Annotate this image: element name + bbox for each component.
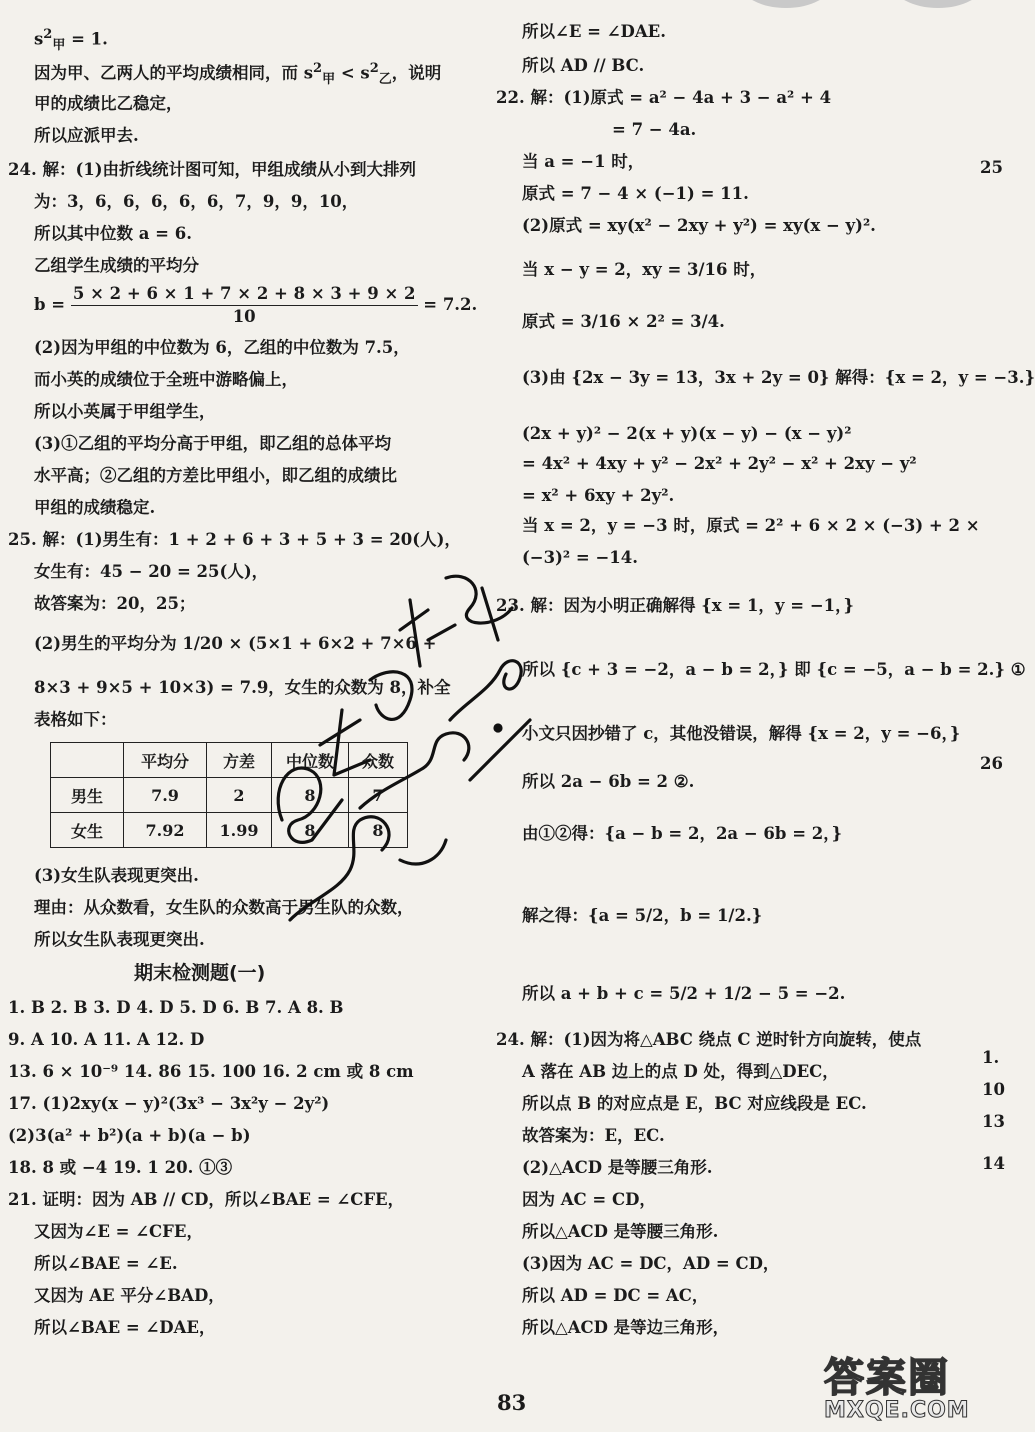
text-line: 原式 = 7 − 4 × (−1) = 11. (522, 184, 749, 203)
text-line: (2)△ACD 是等腰三角形. (522, 1158, 713, 1177)
answer-line: 13. 6 × 10⁻⁹ 14. 86 15. 100 16. 2 cm 或 8 cm (8, 1062, 414, 1081)
text-line: = 7 − 4a. (612, 120, 697, 139)
text-line: 当 x = 2，y = −3 时，原式 = 2² + 6 × 2 × (−3) + 2 × (522, 516, 980, 535)
answer-line: (2)3(a² + b²)(a + b)(a − b) (8, 1126, 251, 1145)
logo-url: MXQE.COM (824, 1398, 970, 1423)
text-line: 解之得：{a = 5/2，b = 1/2.} (522, 906, 763, 925)
answer-line: 又因为 AE 平分∠BAD， (34, 1286, 225, 1305)
problem-24-heading: 24. 解：(1)由折线统计图可知，甲组成绩从小到大排列 (8, 160, 417, 179)
text-line: 因为 AC = CD， (522, 1190, 656, 1209)
text-line: 当 a = −1 时， (522, 152, 645, 171)
text-line: 而小英的成绩位于全班中游略偏上， (34, 370, 298, 389)
text-line: $s^2_甲 = 1$. (34, 27, 108, 53)
text-line: 所以∠E = ∠DAE. (522, 22, 666, 41)
margin-fragment: 1. (982, 1048, 1000, 1067)
top-decoration-shape (740, 0, 832, 8)
text-line: 所以 a + b + c = 5/2 + 1/2 − 5 = −2. (522, 984, 846, 1003)
answer-line: 18. 8 或 −4 19. 1 20. ①③ (8, 1158, 233, 1177)
problem-25-heading: 25. 解：(1)男生有：1 + 2 + 6 + 3 + 5 + 3 = 20(人)， (8, 530, 461, 549)
text-line: (3)①乙组的平均分高于甲组，即乙组的总体平均 (34, 434, 392, 453)
text-line: (3)因为 AC = DC，AD = CD， (522, 1254, 780, 1273)
answer-line: 17. (1)2xy(x − y)²(3x³ − 3x²y − 2y²) (8, 1094, 330, 1113)
text-line: 所以 AD = DC = AC， (522, 1286, 709, 1305)
table-header-cell (51, 743, 124, 778)
text-line: (3)女生队表现更突出. (34, 866, 199, 885)
table-header-cell: 中位数 (272, 743, 349, 778)
text-line: 8×3 + 9×5 + 10×3) = 7.9，女生的众数为 8，补全 (34, 678, 451, 697)
margin-fragment: 25 (980, 158, 1003, 177)
table-cell: 8 (272, 813, 349, 848)
text-line: 小文只因抄错了 c，其他没错误，解得 {x = 2，y = −6，} (522, 724, 961, 743)
margin-fragment: 13 (982, 1112, 1005, 1131)
text-line: (2)原式 = xy(x² − 2xy + y²) = xy(x − y)². (522, 216, 876, 235)
text-line: 所以点 B 的对应点是 E，BC 对应线段是 EC. (522, 1094, 867, 1113)
margin-fragment: 10 (982, 1080, 1005, 1099)
table-cell: 2 (207, 778, 272, 813)
text-line: 所以△ACD 是等腰三角形. (522, 1222, 719, 1241)
text-line: (−3)² = −14. (522, 548, 638, 567)
table-cell: 7 (349, 778, 408, 813)
text-line: = x² + 6xy + 2y². (522, 486, 675, 505)
text-line: 甲组的成绩稳定. (34, 498, 156, 517)
fraction-numerator: 5 × 2 + 6 × 1 + 7 × 2 + 8 × 3 + 9 × 2 (71, 286, 418, 306)
text-line: 水平高；②乙组的方差比甲组小，即乙组的成绩比 (34, 466, 397, 485)
text-line: 表格如下： (34, 710, 117, 729)
table-cell: 男生 (51, 778, 124, 813)
text-line: 故答案为：E，EC. (522, 1126, 665, 1145)
answer-line: 9. A 10. A 11. A 12. D (8, 1030, 205, 1049)
text-line: 所以△ACD 是等边三角形， (522, 1318, 730, 1337)
handwritten-watermark (250, 570, 550, 930)
text-line: 所以女生队表现更突出. (34, 930, 205, 949)
text-line: 所以应派甲去. (34, 126, 139, 145)
text-line: 由①②得：{a − b = 2，2a − 6b = 2，} (522, 824, 843, 843)
table-cell: 8 (272, 778, 349, 813)
answer-line: 所以∠BAE = ∠DAE， (34, 1318, 216, 1337)
problem-22-heading: 22. 解：(1)原式 = a² − 4a + 3 − a² + 4 (496, 88, 832, 107)
text-line: 理由：从众数看，女生队的众数高于男生队的众数， (34, 898, 414, 917)
table-header-cell: 方差 (207, 743, 272, 778)
text-line: A 落在 AB 边上的点 D 处，得到△DEC， (522, 1062, 839, 1081)
problem-23-heading: 23. 解：因为小明正确解得 {x = 1，y = −1，} (496, 596, 855, 615)
text-line: (2)因为甲组的中位数为 6，乙组的中位数为 7.5， (34, 338, 410, 357)
mean-formula: b = $\frac{5 \times 2 + 6 \times 1 + 7 \times 2 + 8 \times 3 + 9 \times 2}{10}$ = 7.2. (34, 284, 478, 326)
text-line: (3)由 {2x − 3y = 13，3x + 2y = 0} 解得：{x = 2，y = −3.} (522, 368, 1035, 387)
text-line: 甲的成绩比乙稳定， (34, 94, 183, 113)
text-line: 所以 {c + 3 = −2，a − b = 2，} 即 {c = −5，a − b = 2.} ① (522, 660, 1026, 679)
text-line: 因为甲、乙两人的平均成绩相同，而 $s^2_甲 < s^2_乙$，说明 (34, 61, 442, 87)
text-line: (2x + y)² − 2(x + y)(x − y) − (x − y)² (522, 424, 852, 443)
text-line: 为：3，6，6，6，6，6，7，9，9，10， (34, 192, 359, 211)
text-line: 乙组学生成绩的平均分 (34, 256, 199, 275)
text-line: 故答案为：20，25； (34, 594, 196, 613)
table-cell: 7.92 (124, 813, 207, 848)
fraction-denominator: 10 (232, 306, 256, 326)
logo (818, 1346, 996, 1426)
table-header-cell: 平均分 (124, 743, 207, 778)
text-line: (2)男生的平均分为 1/20 × (5×1 + 6×2 + 7×6 + (34, 634, 437, 653)
top-decoration-shape (892, 0, 984, 8)
table-header-cell: 众数 (349, 743, 408, 778)
margin-fragment: 14 (982, 1154, 1005, 1173)
text-line: 所以其中位数 a = 6. (34, 224, 192, 243)
answer-line: 21. 证明：因为 AB // CD，所以∠BAE = ∠CFE， (8, 1190, 405, 1209)
answer-line: 所以∠BAE = ∠E. (34, 1254, 178, 1273)
section-title: 期末检测题(一) (134, 962, 266, 984)
table-cell: 1.99 (207, 813, 272, 848)
problem-24-heading: 24. 解：(1)因为将△ABC 绕点 C 逆时针方向旋转，使点 (496, 1030, 922, 1049)
answer-line: 1. B 2. B 3. D 4. D 5. D 6. B 7. A 8. B (8, 998, 344, 1017)
text-line: 所以小英属于甲组学生， (34, 402, 216, 421)
text-line: 所以 AD // BC. (522, 56, 645, 75)
table-cell: 女生 (51, 813, 124, 848)
margin-fragment: 26 (980, 754, 1003, 773)
table-cell: 8 (349, 813, 408, 848)
text-line: 所以 2a − 6b = 2 ②. (522, 772, 695, 791)
answer-line: 又因为∠E = ∠CFE， (34, 1222, 203, 1241)
text-line: 女生有：45 − 20 = 25(人)， (34, 562, 269, 581)
logo-text: 答案圈 (824, 1355, 950, 1401)
text-line: 原式 = 3/16 × 2² = 3/4. (522, 312, 725, 331)
page-number: 83 (497, 1390, 527, 1415)
text-line: = 4x² + 4xy + y² − 2x² + 2y² − x² + 2xy − y² (522, 454, 917, 473)
table-cell: 7.9 (124, 778, 207, 813)
text-line: 当 x − y = 2，xy = 3/16 时， (522, 260, 767, 279)
